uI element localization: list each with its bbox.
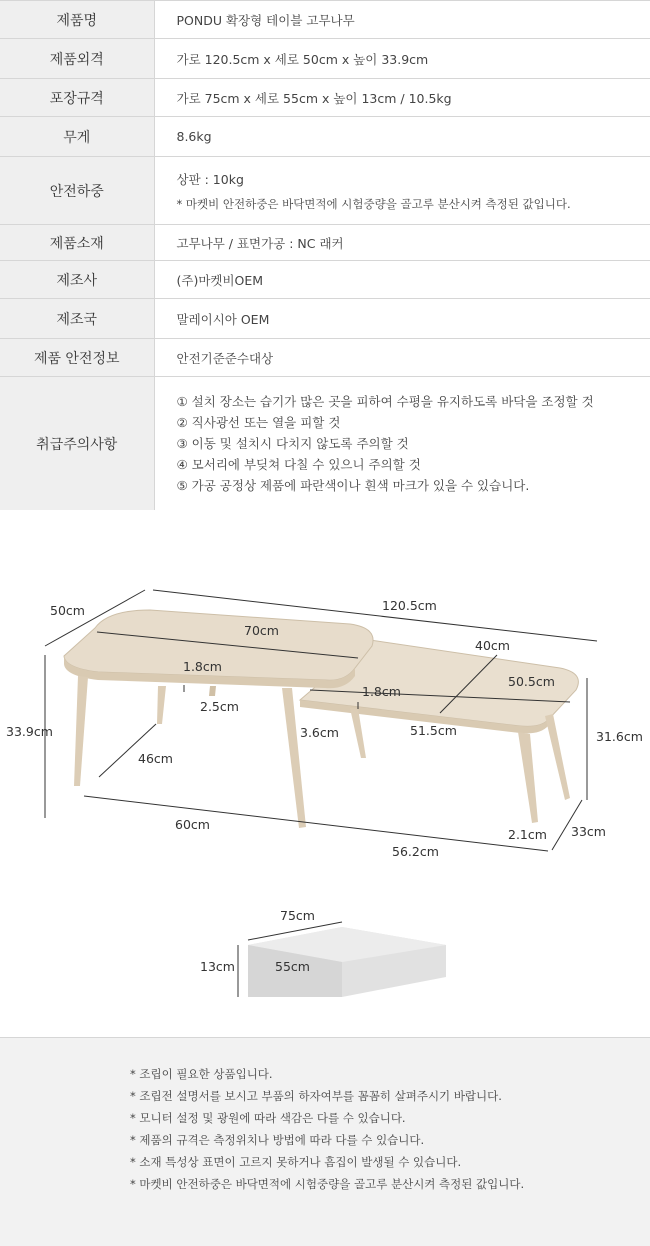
- spec-row-manufacturer: [0, 261, 650, 299]
- caution-item: ⑤ 가공 공정상 제품에 파란색이나 흰색 마크가 있을 수 있습니다.: [176, 478, 530, 493]
- extension-leg: [545, 714, 570, 800]
- caution-cell: [154, 377, 650, 511]
- spec-value: 안전기준준수대상: [154, 339, 650, 377]
- dimension-diagram-svg: [0, 510, 650, 1038]
- main-leg: [282, 688, 306, 828]
- spec-row-safety-info: [0, 339, 650, 377]
- spec-row-material: [0, 225, 650, 261]
- footer-note: * 조립이 필요한 상품입니다.: [130, 1067, 273, 1081]
- box-width-label: 75cm: [280, 908, 315, 923]
- spec-label: 제품명: [0, 1, 154, 39]
- spec-row-safe-load: [0, 157, 650, 225]
- spec-label: 제품외격: [0, 39, 154, 79]
- dim-base-length-label: 56.2cm: [392, 844, 439, 859]
- dim-width-label: 120.5cm: [382, 598, 437, 613]
- spec-value: 가로 75cm x 세로 55cm x 높이 13cm / 10.5kg: [154, 79, 650, 117]
- dim-ext-depth-label: 50.5cm: [508, 674, 555, 689]
- dim-thick-main-label: 1.8cm: [183, 659, 222, 674]
- caution-item: ④ 모서리에 부딪쳐 다칠 수 있으니 주의할 것: [176, 457, 421, 472]
- spec-label: 제품소재: [0, 225, 154, 261]
- spec-value: 가로 120.5cm x 세로 50cm x 높이 33.9cm: [154, 39, 650, 79]
- dim-base-depth-label: 33cm: [571, 824, 606, 839]
- footer-note: * 마켓비 안전하중은 바닥면적에 시험중량을 골고루 분산시켜 측정된 값입니다.: [130, 1177, 525, 1191]
- footer-notes: [0, 1038, 650, 1246]
- dim-ext-inner-label: 51.5cm: [410, 723, 457, 738]
- caution-item: ③ 이동 및 설치시 다치지 않도록 주의할 것: [176, 436, 409, 451]
- spec-label: 포장규격: [0, 79, 154, 117]
- extension-leg: [350, 708, 366, 758]
- footer-note: * 모니터 설정 및 광원에 따라 색감은 다를 수 있습니다.: [130, 1111, 406, 1125]
- caution-item: ① 설치 장소는 습기가 많은 곳을 피하여 수평을 유지하도록 바닥을 조정할 것: [176, 394, 594, 409]
- dim-depth-label: 50cm: [50, 603, 85, 618]
- footer-note: * 조립전 설명서를 보시고 부품의 하자여부를 꼼꼼히 살펴주시기 바랍니다.: [130, 1089, 502, 1103]
- dimension-diagram: [0, 510, 650, 1038]
- spec-row-dimensions: [0, 39, 650, 79]
- spec-value: 고무나무 / 표면가공 : NC 래커: [154, 225, 650, 261]
- spec-label: 제조국: [0, 299, 154, 339]
- footer-note: * 소재 특성상 표면이 고르지 못하거나 흠집이 발생될 수 있습니다.: [130, 1155, 462, 1169]
- dim-thick-ext-label: 1.8cm: [362, 684, 401, 699]
- spec-value: 말레이시아 OEM: [154, 299, 650, 339]
- dim-leg-depth-label: 46cm: [138, 751, 173, 766]
- dim-leg-span-label: 60cm: [175, 817, 210, 832]
- extension-leg: [518, 732, 538, 823]
- spec-row-name: [0, 1, 650, 39]
- safe-load-note: * 마켓비 안전하중은 바닥면적에 시험중량을 골고루 분산시켜 측정된 값입니다.: [176, 196, 571, 211]
- footer-note: * 제품의 규격은 측정위치나 방법에 따라 다를 수 있습니다.: [130, 1133, 425, 1147]
- dim-height-ext-label: 31.6cm: [596, 729, 643, 744]
- dim-height-main-label: 33.9cm: [6, 724, 53, 739]
- box-depth-label: 55cm: [275, 959, 310, 974]
- dim-ext-width-label: 40cm: [475, 638, 510, 653]
- spec-row-package: [0, 79, 650, 117]
- dim-leg-small-label: 2.1cm: [508, 827, 547, 842]
- spec-value: PONDU 확장형 테이블 고무나무: [154, 1, 650, 39]
- caution-item: ② 직사광선 또는 열을 피할 것: [176, 415, 341, 430]
- spec-label: 제품 안전정보: [0, 339, 154, 377]
- spec-label: 무게: [0, 117, 154, 157]
- spec-value: (주)마켓비OEM: [154, 261, 650, 299]
- spec-value: 상판 : 10kg: [176, 171, 244, 187]
- spec-row-weight: [0, 117, 650, 157]
- spec-value-cell: [154, 157, 650, 225]
- footer-note-list: [130, 1063, 524, 1195]
- box-height-label: 13cm: [200, 959, 235, 974]
- dim-leg-label: 3.6cm: [300, 725, 339, 740]
- dim-apron-label: 2.5cm: [200, 699, 239, 714]
- main-leg: [157, 686, 166, 724]
- spec-table: [0, 0, 650, 511]
- main-leg: [74, 676, 88, 786]
- package-box: [200, 908, 446, 997]
- spec-value: 8.6kg: [154, 117, 650, 157]
- caution-list: [177, 391, 650, 496]
- spec-label: 안전하중: [0, 157, 154, 225]
- spec-row-country: [0, 299, 650, 339]
- spec-label: 제조사: [0, 261, 154, 299]
- base-dimension-line: [84, 796, 548, 851]
- spec-row-caution: [0, 377, 650, 511]
- spec-label: 취급주의사항: [0, 377, 154, 511]
- dim-top-main-label: 70cm: [244, 623, 279, 638]
- apron: [209, 686, 216, 696]
